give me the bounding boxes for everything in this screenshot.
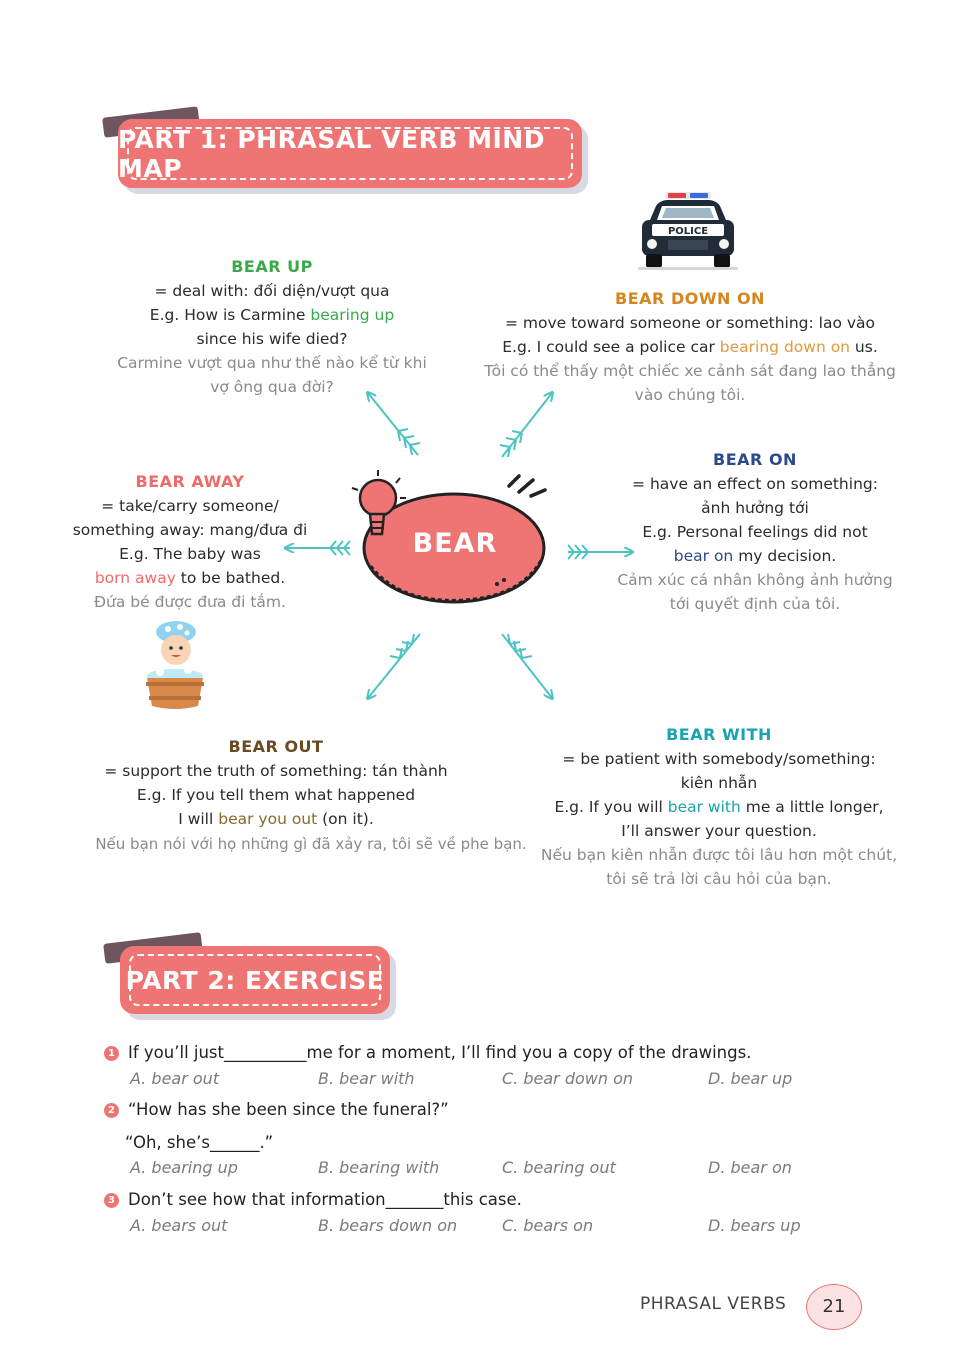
node-example: E.g. I could see a police car bearing down on us. <box>502 338 878 356</box>
node-bear-with <box>530 723 908 891</box>
node-definition: = move toward someone or something: lao vào <box>504 314 876 332</box>
node-translation-line2: vào chúng tôi. <box>634 386 746 404</box>
question-text: “How has she been since the funeral?” <box>128 1100 449 1119</box>
node-example-line2: since his wife died? <box>196 330 348 348</box>
option-d[interactable]: D. bear up <box>708 1069 793 1088</box>
highlight-phrase: bearing down on <box>719 338 850 356</box>
node-example: E.g. Personal feelings did not <box>642 523 868 541</box>
question-text: Don’t see how that information_______this case. <box>128 1190 522 1209</box>
node-title: BEAR ON <box>713 450 797 469</box>
node-title: BEAR WITH <box>666 725 772 744</box>
node-title: BEAR OUT <box>228 737 324 756</box>
page-number: 21 <box>806 1284 862 1330</box>
part1-title: PART 1: PHRASAL VERB MIND MAP <box>118 124 545 183</box>
node-example: E.g. If you will bear with me a little longer, <box>554 798 884 816</box>
node-example: E.g. How is Carmine bearing up <box>149 306 395 324</box>
node-bear-out <box>86 735 466 831</box>
question-text: If you’ll just__________me for a moment, I’ll find you a copy of the drawings. <box>128 1043 752 1062</box>
option-a[interactable]: A. bearing up <box>130 1158 238 1177</box>
center-label: BEAR <box>412 528 498 559</box>
node-translation: Nếu bạn kiên nhẫn được tôi lâu hơn một chút, <box>540 846 898 864</box>
option-b[interactable]: B. bear with <box>318 1069 415 1088</box>
node-definition-line2: kiên nhẫn <box>680 774 758 792</box>
node-example: E.g. If you tell them what happened <box>136 786 416 804</box>
node-definition: = take/carry someone/ <box>101 497 279 515</box>
part2-banner <box>120 946 390 1014</box>
question-number: 3 <box>104 1193 119 1208</box>
option-b[interactable]: B. bearing with <box>318 1158 440 1177</box>
node-bear-out-translation: Nếu bạn nói với họ những gì đã xảy ra, tôi sẽ về phe bạn. <box>95 835 527 853</box>
node-title: BEAR AWAY <box>135 472 245 491</box>
node-definition: = support the truth of something: tán thành <box>104 762 448 780</box>
highlight-phrase: bear with <box>667 798 741 816</box>
node-example: E.g. The baby was <box>119 545 261 563</box>
option-c[interactable]: C. bearing out <box>502 1158 616 1177</box>
option-d[interactable]: D. bears up <box>708 1216 801 1235</box>
node-title: BEAR UP <box>231 257 313 276</box>
node-example-line2: bear on my decision. <box>673 547 837 565</box>
node-example-line2: born away to be bathed. <box>94 569 286 587</box>
node-translation: Tôi có thể thấy một chiếc xe cảnh sát đang lao thẳng <box>484 362 896 380</box>
option-a[interactable]: A. bear out <box>130 1069 220 1088</box>
highlight-phrase: born away <box>94 569 176 587</box>
node-title: BEAR DOWN ON <box>615 289 765 308</box>
node-definition-line2: ảnh hưởng tới <box>701 499 809 517</box>
node-definition: = deal with: đối diện/vượt qua <box>154 282 390 300</box>
option-c[interactable]: C. bears on <box>502 1216 594 1235</box>
question-2-line2: “Oh, she’s______.” <box>125 1133 274 1152</box>
question-1 <box>104 1043 751 1062</box>
node-translation: Đứa bé được đưa đi tắm. <box>94 593 286 611</box>
node-translation-line2: vợ ông qua đời? <box>210 378 334 396</box>
highlight-phrase: bearing up <box>310 306 395 324</box>
question-3 <box>104 1190 522 1209</box>
footer-label: PHRASAL VERBS <box>640 1294 787 1314</box>
node-translation-line2: tới quyết định của tôi. <box>669 595 841 613</box>
node-translation: Carmine vượt qua như thế nào kể từ khi <box>117 354 427 372</box>
highlight-phrase: bear you out <box>218 810 318 828</box>
question-2 <box>104 1100 449 1119</box>
node-example-line2: I will bear you out (on it). <box>178 810 374 828</box>
node-definition: = have an effect on something: <box>632 475 878 493</box>
node-translation: Cảm xúc cá nhân không ảnh hưởng <box>617 571 893 589</box>
part2-title: PART 2: EXERCISE <box>125 965 385 995</box>
baby-bath-illustration <box>140 620 210 712</box>
node-example-line2: I’ll answer your question. <box>621 822 817 840</box>
police-text: POLICE <box>667 226 709 237</box>
node-definition-line2: something away: mang/đưa đi <box>72 521 308 539</box>
node-translation-line2: tôi sẽ trả lời câu hỏi của bạn. <box>606 870 832 888</box>
node-definition: = be patient with somebody/something: <box>562 750 876 768</box>
question-number: 2 <box>104 1103 119 1118</box>
option-c[interactable]: C. bear down on <box>502 1069 633 1088</box>
option-d[interactable]: D. bear on <box>708 1158 792 1177</box>
question-number: 1 <box>104 1046 119 1061</box>
option-b[interactable]: B. bears down on <box>318 1216 458 1235</box>
highlight-phrase: bear on <box>673 547 734 565</box>
option-a[interactable]: A. bears out <box>130 1216 228 1235</box>
